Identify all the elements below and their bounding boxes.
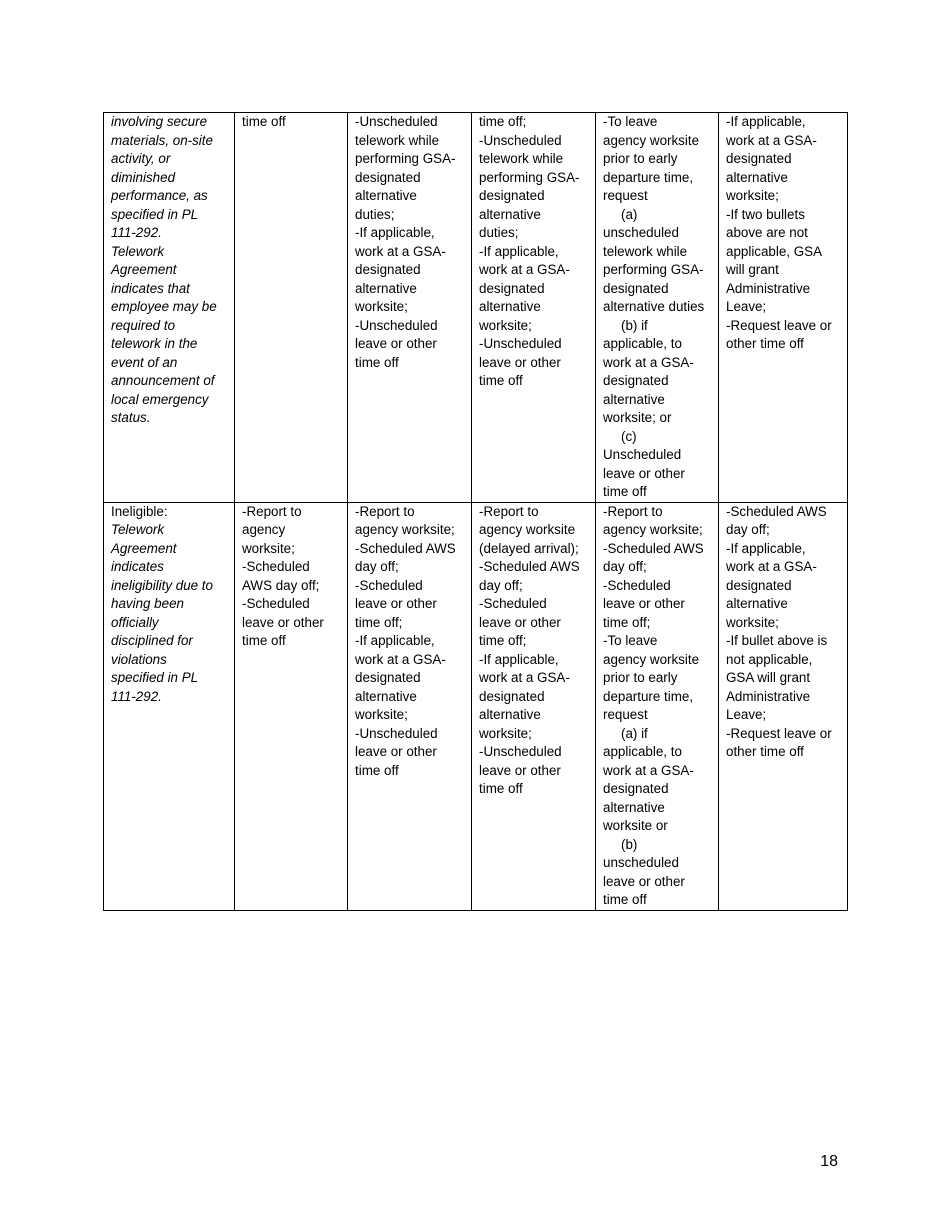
cell-line: leave or other [479,354,561,370]
cell-line: worksite; [479,725,532,741]
cell-line: leave or other [242,614,324,630]
cell-line: day off; [726,522,770,537]
cell-line: designated [726,151,792,166]
cell-line: alternative [479,299,541,314]
cell-line: time off [355,762,399,778]
cell-line: time off [479,781,523,796]
cell-line: involving secure [111,114,208,129]
cell-line: -If two bullets [726,206,805,222]
cell-line: diminished [111,169,176,185]
cell-line: -Scheduled AWS [603,540,704,556]
cell-line: ineligibility due to [111,577,213,593]
cell-line: designated [355,169,421,185]
cell-line: worksite; [726,614,779,630]
cell-line: unscheduled [603,855,679,870]
cell-line: agency worksite [479,522,576,537]
cell-line: work at a GSA- [355,651,446,667]
cell-line: -If applicable, [355,225,435,240]
cell-line: worksite; [355,707,408,722]
cell-line: time off; [603,614,651,630]
table-cell [235,113,348,503]
table-cell [472,502,596,910]
cell-line: required to [111,317,176,333]
cell-line: -If bullet above is [726,633,828,648]
table-row [104,502,848,910]
cell-line: leave or other [479,762,561,778]
cell-line: activity, or [111,151,171,166]
cell-line: -Unscheduled [479,132,562,148]
table-cell [596,113,719,503]
cell-line: (b) [621,836,638,852]
cell-line: -Scheduled AWS [726,503,827,519]
cell-line: above are not [726,225,808,240]
cell-line: work at a GSA- [479,670,570,685]
cell-line: -Unscheduled [355,317,438,333]
cell-line: alternative [355,280,417,296]
cell-line: performing GSA- [603,262,704,277]
cell-line: worksite; [242,540,295,556]
cell-line: day off; [479,577,523,593]
cell-line: Administrative [726,280,811,296]
cell-line: departure time, [603,688,694,704]
cell-line: time off; [355,614,403,630]
cell-line: leave or other [603,465,685,481]
cell-line: duties; [355,206,395,222]
cell-line: performing GSA- [355,151,456,166]
cell-line: 111-292. [111,688,162,704]
cell-line: time off [479,373,523,388]
cell-line: -Report to [479,503,539,519]
cell-line: designated [355,262,421,277]
cell-line: agency worksite [603,651,700,667]
cell-line: -If applicable, [479,243,559,259]
cell-line: not applicable, [726,651,813,667]
cell-line: announcement of [111,373,215,388]
cell-line: applicable, to [603,336,682,351]
cell-line: having been [111,596,184,611]
cell-line: specified in PL [111,670,199,685]
cell-line: (delayed arrival); [479,540,579,556]
cell-line: -Unscheduled [355,114,438,129]
cell-line: worksite; [726,188,779,203]
cell-line: designated [479,280,545,296]
cell-line: work at a GSA- [726,559,817,574]
table-cell [348,113,472,503]
cell-line: alternative [479,707,541,722]
cell-line: -Report to [355,503,415,519]
table-cell [719,502,848,910]
cell-line: worksite; [355,299,408,314]
table-cell [596,502,719,910]
cell-line: -If applicable, [355,633,435,648]
cell-line: designated [603,373,669,388]
cell-line: time off; [479,633,527,648]
cell-line: will grant [726,262,779,277]
cell-line: agency worksite; [603,522,703,537]
cell-line: designated [479,688,545,704]
cell-line: -Unscheduled [479,744,562,759]
cell-line: 111-292. [111,225,162,240]
cell-line: specified in PL [111,206,199,222]
cell-line: GSA will grant [726,670,811,685]
cell-line: leave or other [355,744,437,759]
cell-line: performing GSA- [479,169,580,185]
cell-line: -Scheduled [479,596,547,611]
cell-line: officially [111,614,159,630]
cell-line: -If applicable, [726,114,806,129]
cell-line: prior to early [603,670,678,685]
cell-line: agency [242,522,286,537]
cell-line: time off [242,633,286,648]
table-cell [472,113,596,503]
cell-line: worksite; or [603,410,672,425]
cell-line: leave or other [355,596,437,611]
cell-line: Leave; [726,707,767,722]
cell-line: work at a GSA- [603,354,694,370]
cell-line: work at a GSA- [603,762,694,778]
cell-line: agency worksite; [355,522,455,537]
cell-line: alternative [355,688,417,704]
telework-policy-table [103,112,848,911]
cell-line: disciplined for [111,633,193,648]
cell-line: alternative [603,391,665,407]
cell-line: designated [479,188,545,203]
cell-line: alternative duties [603,299,705,314]
cell-line: applicable, GSA [726,243,823,259]
cell-line: time off [603,484,647,499]
table-body [104,113,848,911]
cell-line: materials, on-site [111,132,213,148]
cell-line: unscheduled [603,225,679,240]
cell-line: designated [603,280,669,296]
cell-line: employee may be [111,299,217,314]
cell-line: -Scheduled [242,596,310,611]
cell-line: work at a GSA- [479,262,570,277]
cell-line: time off; [479,114,527,129]
cell-line: indicates [111,559,164,574]
cell-line: telework while [355,132,440,148]
cell-line: time off [242,114,286,129]
cell-line: applicable, to [603,744,682,759]
cell-line: leave or other [355,336,437,351]
cell-line: telework while [603,243,688,259]
cell-line: other time off [726,336,804,351]
cell-line: designated [355,670,421,685]
cell-line: -Report to [242,503,302,519]
cell-line: (b) if [621,317,648,333]
table-cell-status [104,113,235,503]
cell-line: -If applicable, [726,540,806,556]
cell-line: work at a GSA- [726,132,817,148]
cell-line: alternative [726,169,788,185]
cell-line: event of an [111,354,178,370]
table-cell-status [104,502,235,910]
cell-line: work at a GSA- [355,243,446,259]
cell-line: worksite; [479,317,532,333]
cell-line: -Scheduled AWS [479,559,580,574]
cell-line: agency worksite [603,132,700,148]
cell-line: -Unscheduled [355,725,438,741]
cell-line: Agreement [111,540,177,556]
cell-line: indicates that [111,280,190,296]
cell-line: -To leave [603,114,658,129]
cell-line: designated [603,781,669,796]
cell-line: -Request leave or [726,725,832,741]
cell-line: local emergency [111,391,209,407]
cell-line: time off [355,354,399,370]
page-number: 18 [820,1153,838,1170]
cell-line: other time off [726,744,804,759]
cell-line: alternative [355,188,417,203]
cell-label: Ineligible: [111,503,168,519]
cell-line: leave or other [603,873,685,889]
table-row [104,113,848,503]
cell-line: leave or other [479,614,561,630]
cell-line: telework in the [111,336,198,351]
table-cell [719,113,848,503]
cell-line: AWS day off; [242,577,320,593]
cell-line: Unscheduled [603,447,682,462]
cell-line: prior to early [603,151,678,166]
cell-line: alternative [726,596,788,611]
cell-line: leave or other [603,596,685,611]
cell-line: Administrative [726,688,811,704]
cell-line: alternative [603,799,665,815]
cell-line: day off; [355,559,399,574]
cell-line: telework while [479,151,564,166]
cell-line: (a) if [621,725,648,741]
cell-line: (a) [621,206,638,222]
cell-line: -Scheduled [355,577,423,593]
cell-line: -Report to [603,503,663,519]
cell-line: duties; [479,225,519,240]
cell-line: -Unscheduled [479,336,562,351]
cell-line: -To leave [603,633,658,648]
cell-line: performance, as [111,188,208,203]
cell-line: departure time, [603,169,694,185]
cell-line: -Scheduled [242,559,310,574]
cell-line: day off; [603,559,647,574]
table-cell [235,502,348,910]
cell-line: designated [726,577,792,593]
cell-line: -If applicable, [479,651,559,667]
cell-line: request [603,707,648,722]
cell-line: -Scheduled AWS [355,540,456,556]
cell-line: Telework [111,243,165,259]
cell-line: alternative [479,206,541,222]
cell-line: violations [111,651,167,667]
cell-line: Agreement [111,262,177,277]
cell-line: request [603,188,648,203]
cell-line: status. [111,410,151,425]
cell-line: -Scheduled [603,577,671,593]
cell-line: worksite or [603,818,668,833]
cell-line: -Request leave or [726,317,832,333]
cell-line: Telework [111,522,165,537]
table-cell [348,502,472,910]
cell-line: time off [603,892,647,907]
cell-line: (c) [621,428,637,444]
cell-line: Leave; [726,299,767,314]
